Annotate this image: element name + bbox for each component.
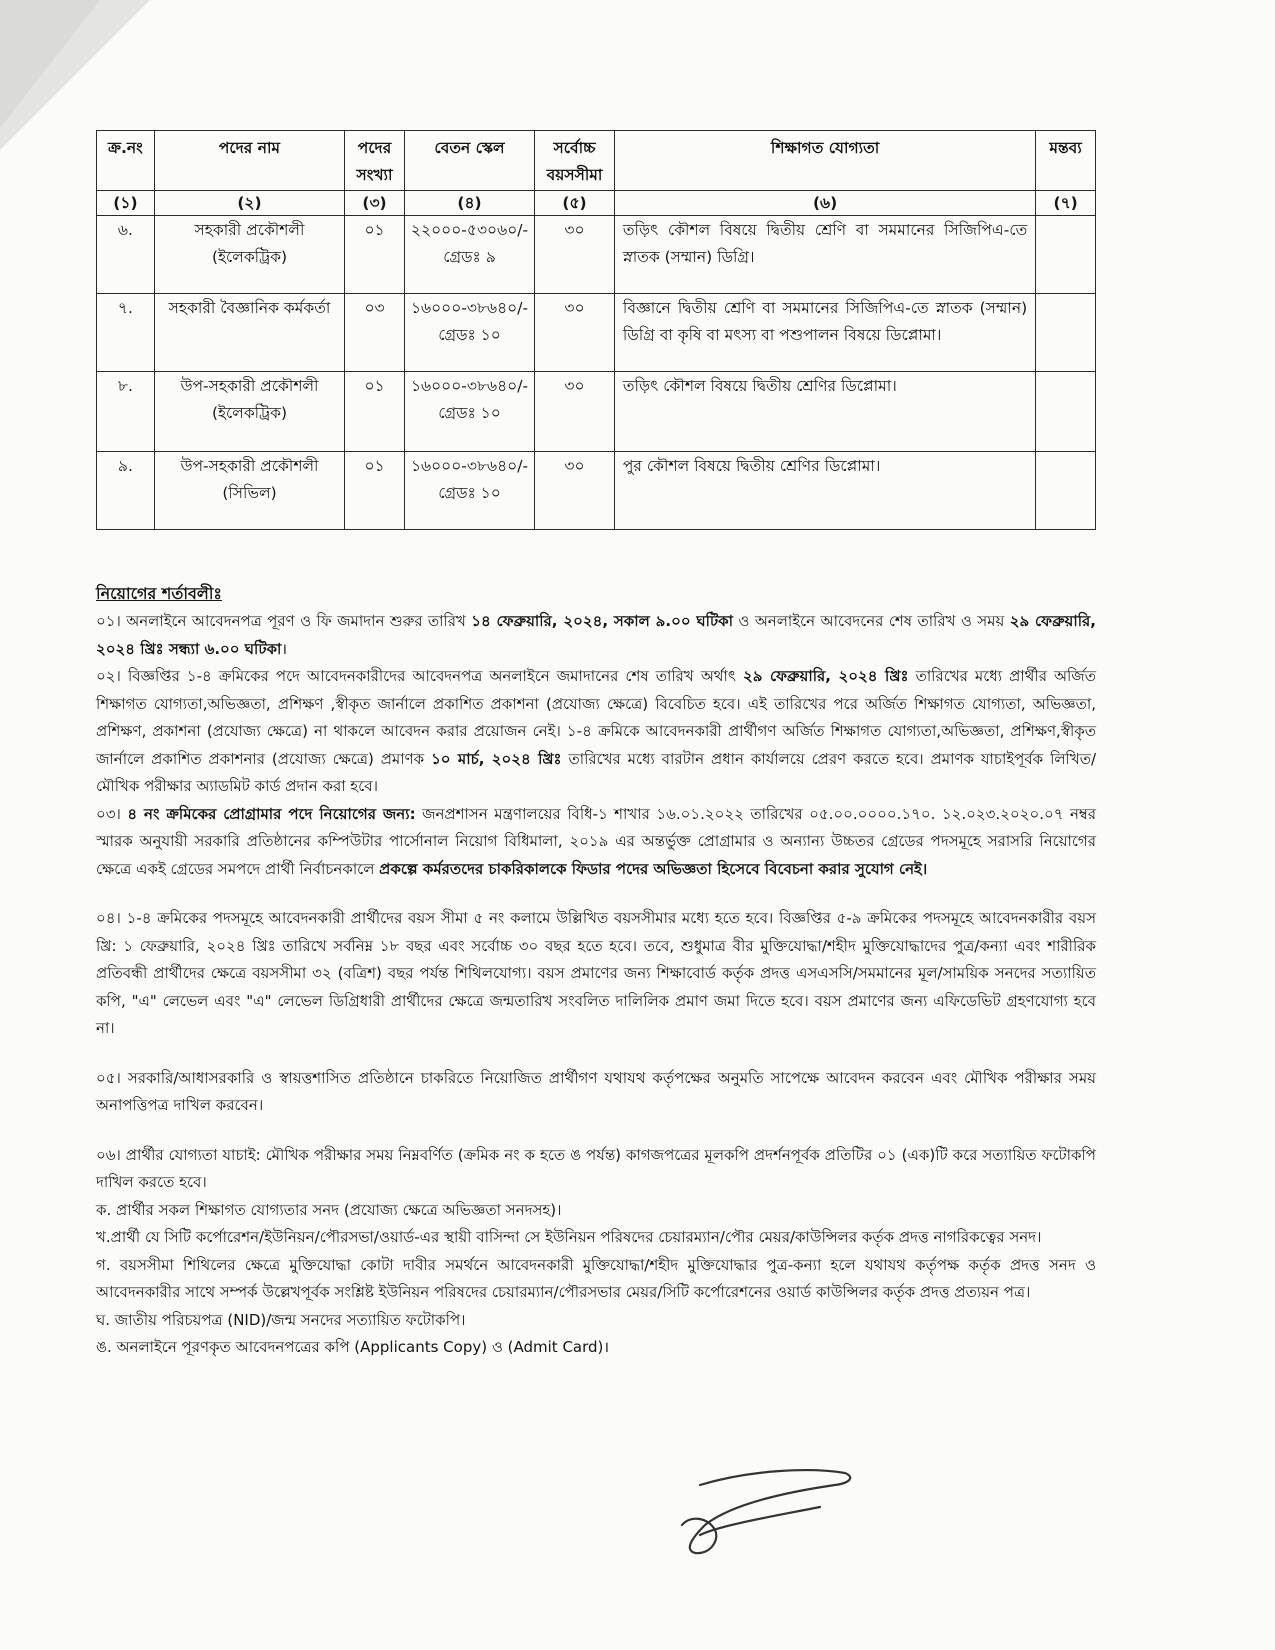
row-max-age: ৩০ [535,372,615,452]
row-serial: ৮. [97,372,155,452]
row-qualification: তড়িৎ কৌশল বিষয়ে দ্বিতীয় শ্রেণি বা সমমানের সিজিপিএ-তে স্নাতক (সম্মান) ডিগ্রি। [614,216,1035,294]
table-row [97,452,1096,530]
col-number: (১) [97,191,155,216]
header-post-name: পদের নাম [154,131,344,191]
row-pay-scale: ১৬০০০-৩৮৬৪০/- গ্রেডঃ ১০ [404,294,534,372]
term-6-item: ঘ. জাতীয় পরিচয়পত্র (NID)/জন্ম সনদের সত্যায়িত ফটোকপি। [96,1310,466,1329]
header-remarks: মন্তব্য [1036,131,1096,191]
row-post-count: ০১ [345,216,405,294]
col-number: (৭) [1036,191,1096,216]
signature [660,1445,860,1555]
row-pay-scale: ১৬০০০-৩৮৬৪০/- গ্রেডঃ ১০ [404,452,534,530]
row-post-name: সহকারী বৈজ্ঞানিক কর্মকর্তা [154,294,344,372]
row-serial: ৬. [97,216,155,294]
term-6-item: ঙ. অনলাইনে পূরণকৃত আবেদনপত্রের কপি (Applicants Copy) ও (Admit Card)। [96,1338,610,1356]
row-qualification: তড়িৎ কৌশল বিষয়ে দ্বিতীয় শ্রেণির ডিপ্লোমা। [614,372,1035,452]
term-6-item: খ.প্রার্থী যে সিটি কর্পোরেশন/ইউনিয়ন/পৌরসভা/ওয়ার্ড-এর স্থায়ী বাসিন্দা সে ইউনিয়ন পরিষদের চেয়ারম্যান/পৌর মেয়র/কাউন্সিলর কর্তৃক প্রদত্ত নাগরিকত্বের সনদ। [96,1228,1042,1246]
row-pay-scale: ২২০০০-৫৩০৬০/- গ্রেডঃ ৯ [404,216,534,294]
table-row [97,372,1096,452]
term-3: ০৩। ৪ নং ক্রমিকের প্রোগ্রামার পদে নিয়োগের জন্য: জনপ্রশাসন মন্ত্রণালয়ের বিধি-১ শাখার ১৬.০১.২০২২ তারিখের ০৫.০০.০০০০.১৭০. ১২.০২৩.২০২০.০৭ নম্বর স্মারক অনুযায়ী সরকারি প্রতিষ্ঠানের কম্পিউটার পার্সোনাল নিয়োগ বিধিমালা, ২০১৯ এর অন্তর্ভুক্ত প্রোগ্রামার ও অন্যান্য উচ্চতর গ্রেডের পদসমূহে সরাসরি নিয়োগের ক্ষেত্রে একই গ্রেডের সমপদে প্রার্থী নির্বাচনকালে প্রকল্পে কর্মরতদের চাকরিকালকে ফিডার পদের অভিজ্ঞতা হিসেবে বিবেচনা করার সুযোগ নেই। [96,804,1097,878]
row-qualification: পুর কৌশল বিষয়ে দ্বিতীয় শ্রেণির ডিপ্লোমা। [614,452,1035,530]
row-remarks [1036,294,1096,372]
term-5: ০৫। সরকারি/আধাসরকারি ও স্বায়ত্তশাসিত প্রতিষ্ঠানে চাকরিতে নিয়োজিত প্রার্থীগণ যথাযথ কর্তৃপক্ষের অনুমতি সাপেক্ষে আবেদন করবেন এবং মৌখিক পরীক্ষার সময় অনাপত্তিপত্র দাখিল করবেন। [96,1068,1096,1114]
header-pay-scale: বেতন স্কেল [404,131,534,191]
term-2: ০২। বিজ্ঞপ্তির ১-৪ ক্রমিকের পদে আবেদনকারীদের আবেদনপত্র অনলাইনে জমাদানের শেষ তারিখ অর্থাৎ ২৯ ফেব্রুয়ারি, ২০২৪ খ্রিঃ তারিখের মধ্যে প্রার্থীর অর্জিত শিক্ষাগত যোগ্যতা,অভিজ্ঞতা, প্রশিক্ষণ ,স্বীকৃত জার্নালে প্রকাশিত প্রকাশনা (প্রযোজ্য ক্ষেত্রে) বিবেচিত হবে। এই তারিখের পরে অর্জিত শিক্ষাগত যোগ্যতা, অভিজ্ঞতা, প্রশিক্ষণ, প্রকাশনা (প্রযোজ্য ক্ষেত্রে) না থাকলে আবেদন করার প্রয়োজন নেই। ১-৪ ক্রমিকে আবেদনকারী প্রার্থীগণ অর্জিত শিক্ষাগত যোগ্যতা,অভিজ্ঞতা, প্রশিক্ষণ,স্বীকৃত জার্নালে প্রকাশিত প্রকাশনার (প্রযোজ্য ক্ষেত্রে) প্রমাণক ১০ মার্চ, ২০২৪ খ্রিঃ তারিখের মধ্যে বারটান প্রধান কার্যালয়ে প্রেরণ করতে হবে। প্রমাণক যাচাইপূর্বক লিখিত/মৌখিক পরীক্ষার অ্যাডমিট কার্ড প্রদান করা হবে। [96,667,1097,795]
row-post-name: সহকারী প্রকৌশলী (ইলেকট্রিক) [154,216,344,294]
terms-section [96,580,1096,1362]
term-6-item: গ. বয়সসীমা শিথিলের ক্ষেত্রে মুক্তিযোদ্ধা কোটা দাবীর সমর্থনে আবেদনকারী মুক্তিযোদ্ধা/শহীদ মুক্তিযোদ্ধার পুত্র-কন্যা হলে যথাযথ কর্তৃপক্ষ কর্তৃক প্রদত্ত সনদ ও আবেদনকারীর সাথে সম্পর্ক উল্লেখপূর্বক সংশ্লিষ্ট ইউনিয়ন পরিষদের চেয়ারম্যান/পৌরসভার মেয়র/সিটি কর্পোরেশনের ওয়ার্ড কাউন্সিলর কর্তৃক প্রদত্ত প্রত্যয়ন পত্র। [96,1255,1096,1301]
col-number: (৪) [404,191,534,216]
table-column-number-row [97,191,1096,216]
row-qualification: বিজ্ঞানে দ্বিতীয় শ্রেণি বা সমমানের সিজিপিএ-তে স্নাতক (সম্মান) ডিগ্রি বা কৃষি বা মৎস্য বা পশুপালন বিষয়ে ডিপ্লোমা। [614,294,1035,372]
header-max-age: সর্বোচ্চ বয়সসীমা [535,131,615,191]
term-1: ০১। অনলাইনে আবেদনপত্র পূরণ ও ফি জমাদান শুরুর তারিখ ১৪ ফেব্রুয়ারি, ২০২৪, সকাল ৯.০০ ঘটিকা ও অনলাইনে আবেদনের শেষ তারিখ ও সময় ২৯ ফেব্রুয়ারি, ২০২৪ খ্রিঃ সন্ধ্যা ৬.০০ ঘটিকা। [96,612,1096,658]
col-number: (৫) [535,191,615,216]
row-post-count: ০১ [345,452,405,530]
header-qualification: শিক্ষাগত যোগ্যতা [614,131,1035,191]
row-post-name: উপ-সহকারী প্রকৌশলী (ইলেকট্রিক) [154,372,344,452]
row-max-age: ৩০ [535,216,615,294]
row-post-name: উপ-সহকারী প্রকৌশলী (সিভিল) [154,452,344,530]
header-serial: ক্র.নং [97,131,155,191]
row-max-age: ৩০ [535,294,615,372]
header-post-count: পদের সংখ্যা [345,131,405,191]
table-row [97,216,1096,294]
page-curl-shadow [0,0,100,128]
row-remarks [1036,216,1096,294]
term-6-item: ক. প্রার্থীর সকল শিক্ষাগত যোগ্যতার সনদ (প্রযোজ্য ক্ষেত্রে অভিজ্ঞতা সনদসহ)। [96,1200,562,1219]
row-serial: ৭. [97,294,155,372]
row-max-age: ৩০ [535,452,615,530]
row-pay-scale: ১৬০০০-৩৮৬৪০/- গ্রেডঃ ১০ [404,372,534,452]
posts-table [96,130,1096,530]
row-remarks [1036,452,1096,530]
row-post-count: ০১ [345,372,405,452]
terms-heading: নিয়োগের শর্তাবলীঃ [96,584,222,603]
col-number: (৬) [614,191,1035,216]
table-row [97,294,1096,372]
row-remarks [1036,372,1096,452]
col-number: (৩) [345,191,405,216]
table-header-row [97,131,1096,191]
col-number: (২) [154,191,344,216]
row-post-count: ০৩ [345,294,405,372]
term-6: ০৬। প্রার্থীর যোগ্যতা যাচাই: মৌখিক পরীক্ষার সময় নিম্নবর্ণিত (ক্রমিক নং ক হতে ঙ পর্যন্ত) কাগজপত্রের মূলকপি প্রদর্শনপূর্বক প্রতিটির ০১ (এক)টি করে সত্যায়িত ফটোকপি দাখিল করতে হবে। [96,1145,1096,1191]
term-4: ০৪। ১-৪ ক্রমিকের পদসমূহে আবেদনকারী প্রার্থীদের বয়স সীমা ৫ নং কলামে উল্লিখিত বয়সসীমার মধ্যে হতে হবে। বিজ্ঞপ্তির ৫-৯ ক্রমিকের পদসমূহে আবেদনকারীর বয়স খ্রি: ১ ফেব্রুয়ারি, ২০২৪ খ্রিঃ তারিখে সর্বনিম্ন ১৮ বছর এবং সর্বোচ্চ ৩০ বছর হতে হবে। তবে, শুধুমাত্র বীর মুক্তিযোদ্ধা/শহীদ মুক্তিযোদ্ধাদের পুত্র/কন্যা এবং শারীরিক প্রতিবন্ধী প্রার্থীদের ক্ষেত্রে বয়সসীমা ৩২ (বত্রিশ) বছর পর্যন্ত শিথিলযোগ্য। বয়স প্রমাণের জন্য শিক্ষাবোর্ড কর্তৃক প্রদত্ত এসএসসি/সমমানের মূল/সাময়িক সনদের সত্যায়িত কপি, "এ" লেভেল এবং "এ" লেভেল ডিগ্রিধারী প্রার্থীদের ক্ষেত্রে জন্মতারিখ সংবলিত দালিলিক প্রমাণ জমা দিতে হবে। বয়স প্রমাণের জন্য এফিডেভিট গ্রহণযোগ্য হবে না। [96,909,1096,1037]
row-serial: ৯. [97,452,155,530]
